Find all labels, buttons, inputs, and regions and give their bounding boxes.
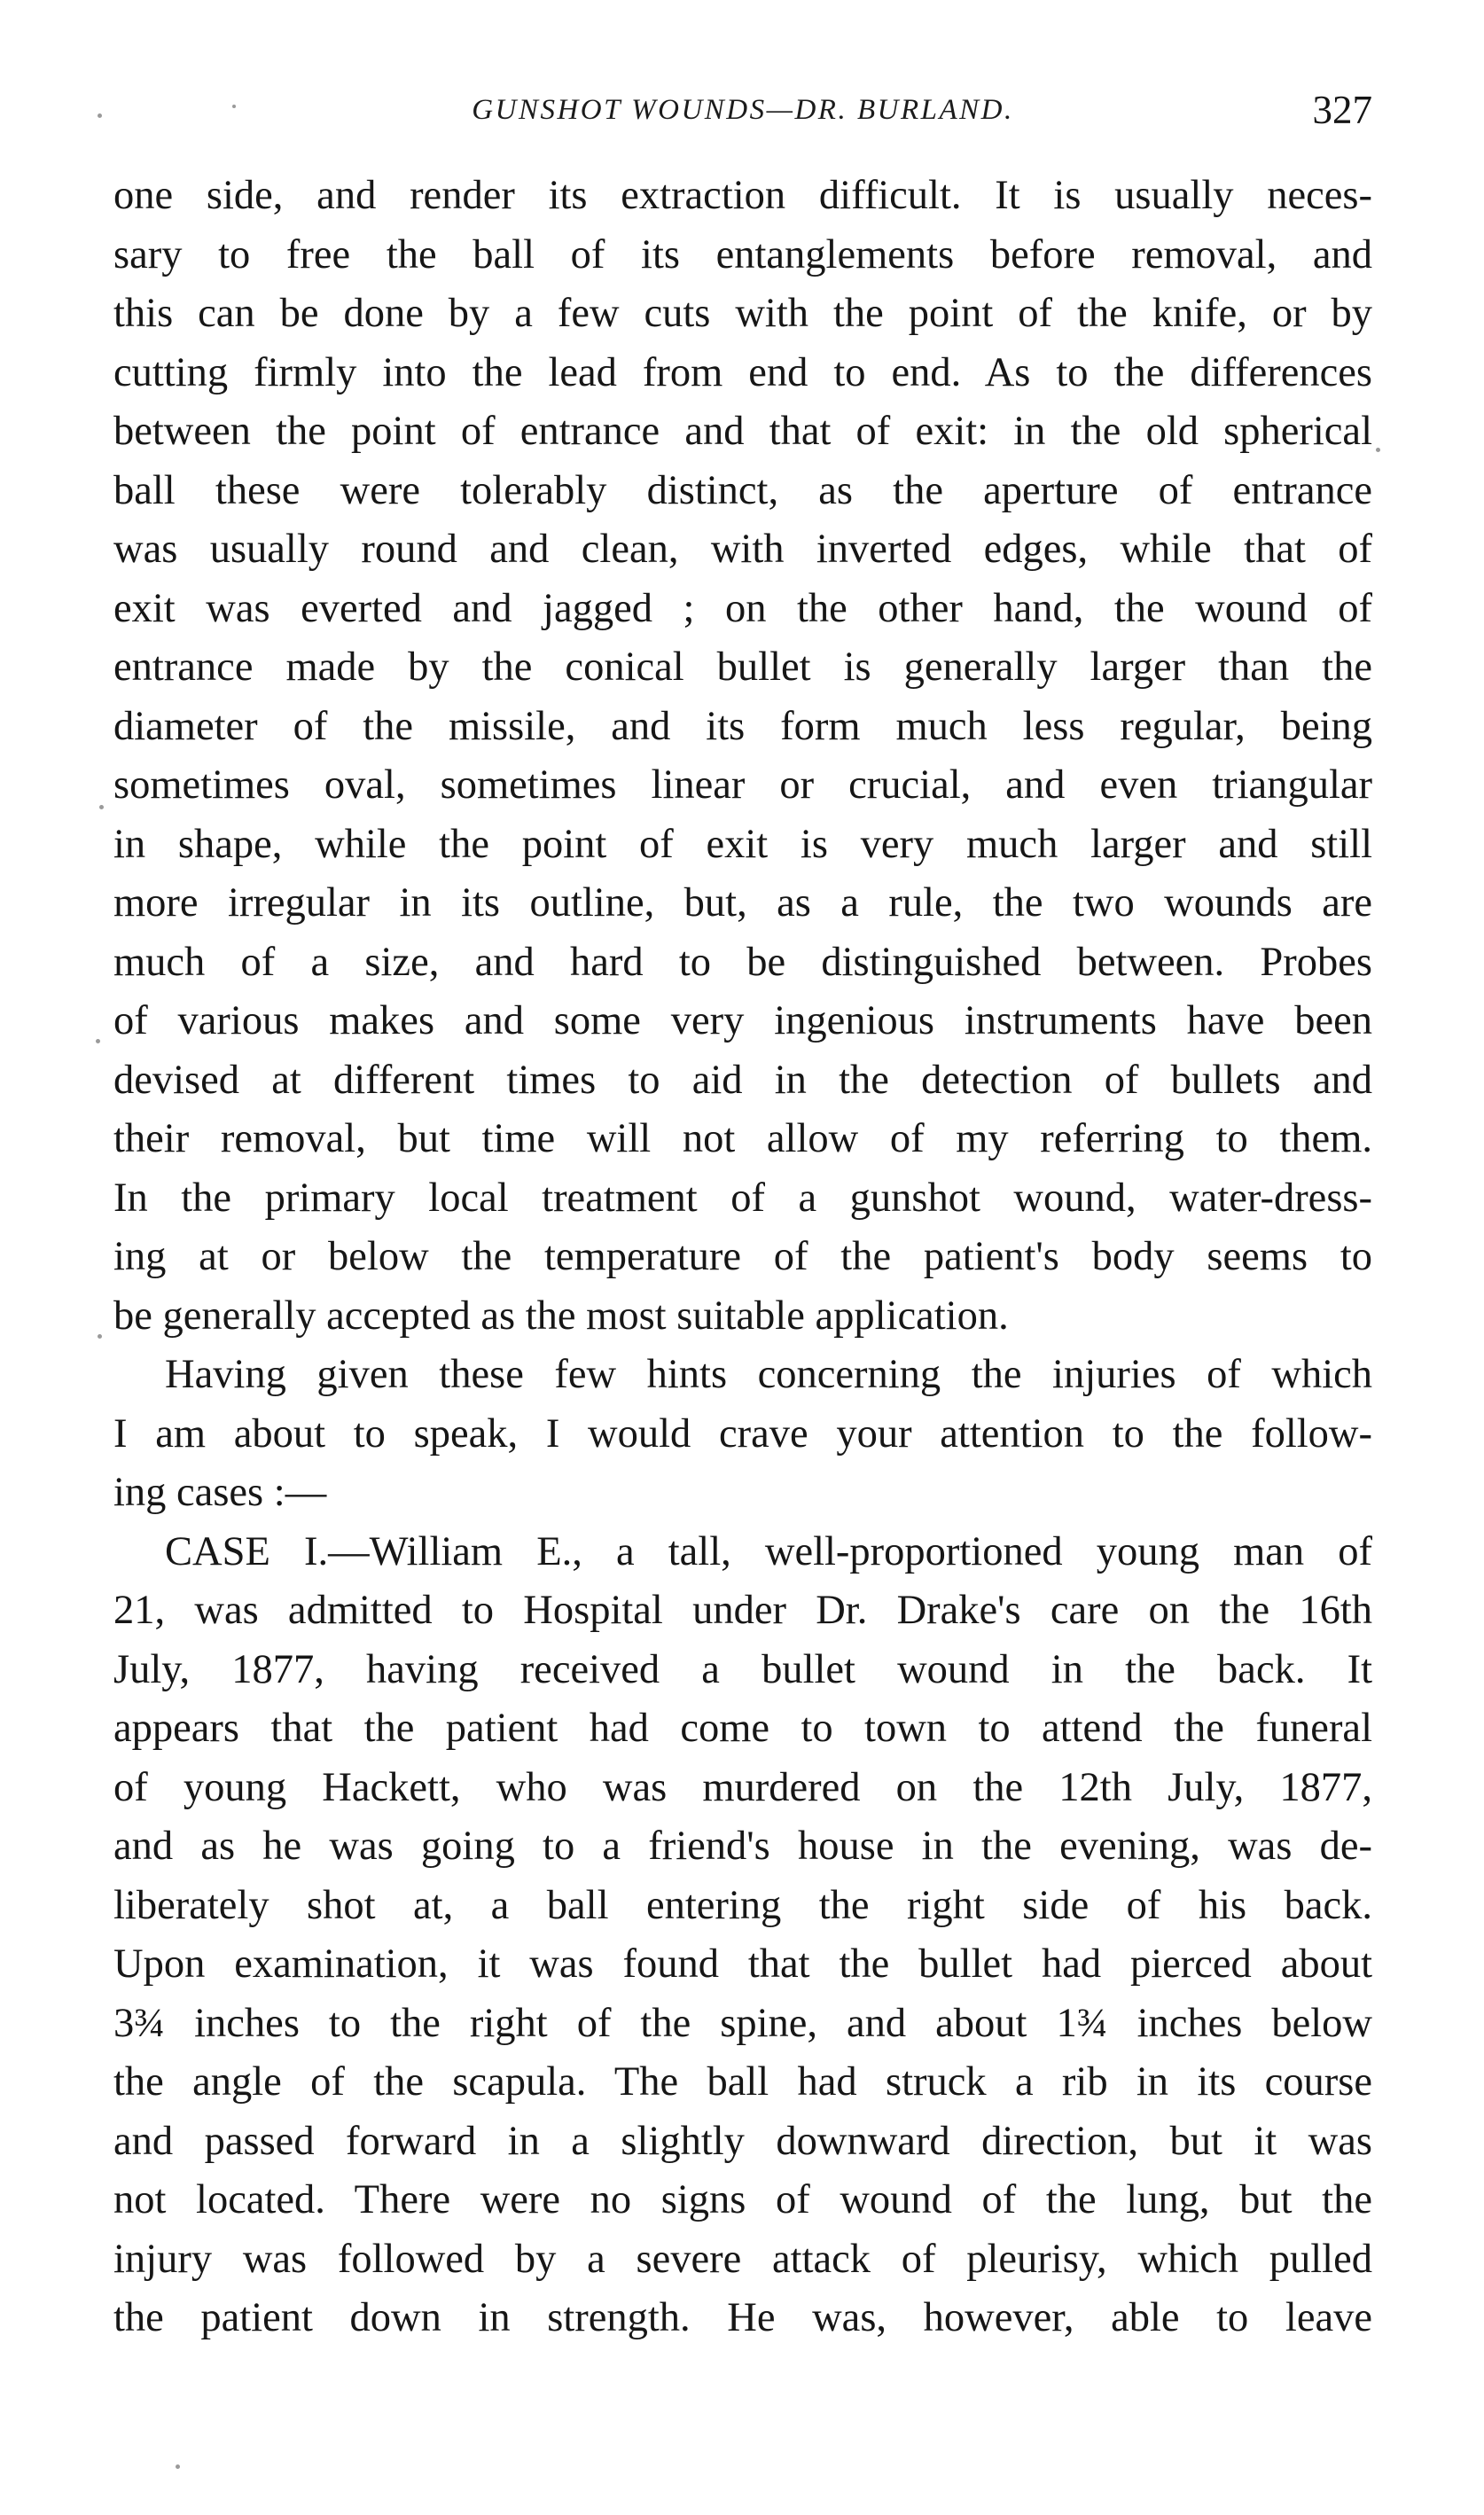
page-number: 327 bbox=[1312, 88, 1372, 132]
text-line: and as he was going to a friend's house in the evening, was de- bbox=[113, 1824, 1372, 1869]
text-line: July, 1877, having received a bullet wound in the back. It bbox=[113, 1646, 1372, 1692]
text-line: much of a size, and hard to be distinguished between. Probes bbox=[113, 939, 1372, 985]
text-line: ball these were tolerably distinct, as the aperture of entrance bbox=[113, 467, 1372, 513]
text-line: more irregular in its outline, but, as a rule, the two wounds are bbox=[113, 880, 1372, 926]
scan-speck bbox=[176, 2464, 180, 2469]
text-line: diameter of the missile, and its form much less regular, being bbox=[113, 703, 1372, 749]
scan-speck bbox=[232, 105, 236, 108]
paragraph-first-line: Having given these few hints concerning the injuries of which bbox=[165, 1352, 1372, 1397]
text-line: be generally accepted as the most suitable application. bbox=[113, 1293, 1009, 1339]
text-line: devised at different times to aid in the detection of bullets and bbox=[113, 1057, 1372, 1103]
text-line: of various makes and some very ingenious instruments have been bbox=[113, 998, 1372, 1043]
text-line: their removal, but time will not allow of my referring to them. bbox=[113, 1116, 1372, 1161]
text-line: this can be done by a few cuts with the point of the knife, or by bbox=[113, 291, 1372, 336]
text-line: sary to free the ball of its entanglements before removal, and bbox=[113, 231, 1372, 277]
text-line: sometimes oval, sometimes linear or crucial, and even triangular bbox=[113, 762, 1372, 808]
text-line: of young Hackett, who was murdered on the 12th July, 1877, bbox=[113, 1764, 1372, 1810]
scan-speck bbox=[96, 1039, 100, 1043]
text-line: exit was everted and jagged ; on the other hand, the wound of bbox=[113, 585, 1372, 631]
text-line: Upon examination, it was found that the bullet had pierced about bbox=[113, 1941, 1372, 1987]
text-line: between the point of entrance and that of exit: in the old spherical bbox=[113, 409, 1372, 454]
body-text bbox=[113, 167, 1372, 2348]
text-line: cutting firmly into the lead from end to end. As to the differences bbox=[113, 349, 1372, 395]
text-line: the angle of the scapula. The ball had struck a rib in its course bbox=[113, 2059, 1372, 2105]
text-line: ing at or below the temperature of the patient's body seems to bbox=[113, 1234, 1372, 1279]
running-head bbox=[113, 87, 1372, 140]
scan-speck bbox=[98, 113, 102, 118]
case-heading-line: CASE I.—William E., a tall, well-proportioned young man of bbox=[165, 1528, 1372, 1574]
scan-speck bbox=[99, 805, 104, 809]
text-line: appears that the patient had come to town to attend the funeral bbox=[113, 1706, 1372, 1751]
scan-speck bbox=[98, 1334, 102, 1339]
text-line: not located. There were no signs of wound of the lung, but the bbox=[113, 2177, 1372, 2222]
text-line: 21, was admitted to Hospital under Dr. Drake's care on the 16th bbox=[113, 1588, 1372, 1633]
text-line: I am about to speak, I would crave your attention to the follow- bbox=[113, 1410, 1372, 1457]
text-line: injury was followed by a severe attack of pleurisy, which pulled bbox=[113, 2236, 1372, 2282]
text-line: In the primary local treatment of a gunshot wound, water-dress- bbox=[113, 1175, 1372, 1221]
text-line: was usually round and clean, with inverted edges, while that of bbox=[113, 527, 1372, 572]
text-line: ing cases :— bbox=[113, 1470, 327, 1515]
text-line: and passed forward in a slightly downward direction, but it was bbox=[113, 2118, 1372, 2164]
text-line: in shape, while the point of exit is very much larger and still bbox=[113, 821, 1372, 867]
running-title: GUNSHOT WOUNDS—DR. BURLAND. bbox=[472, 94, 1014, 126]
text-line: the patient down in strength. He was, however, able to leave bbox=[113, 2295, 1372, 2340]
text-line: entrance made by the conical bullet is generally larger than the bbox=[113, 644, 1372, 690]
text-line: one side, and render its extraction difficult. It is usually neces- bbox=[113, 173, 1372, 218]
text-line: 3¾ inches to the right of the spine, and about 1¾ inches below bbox=[113, 2000, 1372, 2046]
scan-speck bbox=[1376, 448, 1380, 452]
text-line: liberately shot at, a ball entering the right side of his back. bbox=[113, 1882, 1372, 1928]
